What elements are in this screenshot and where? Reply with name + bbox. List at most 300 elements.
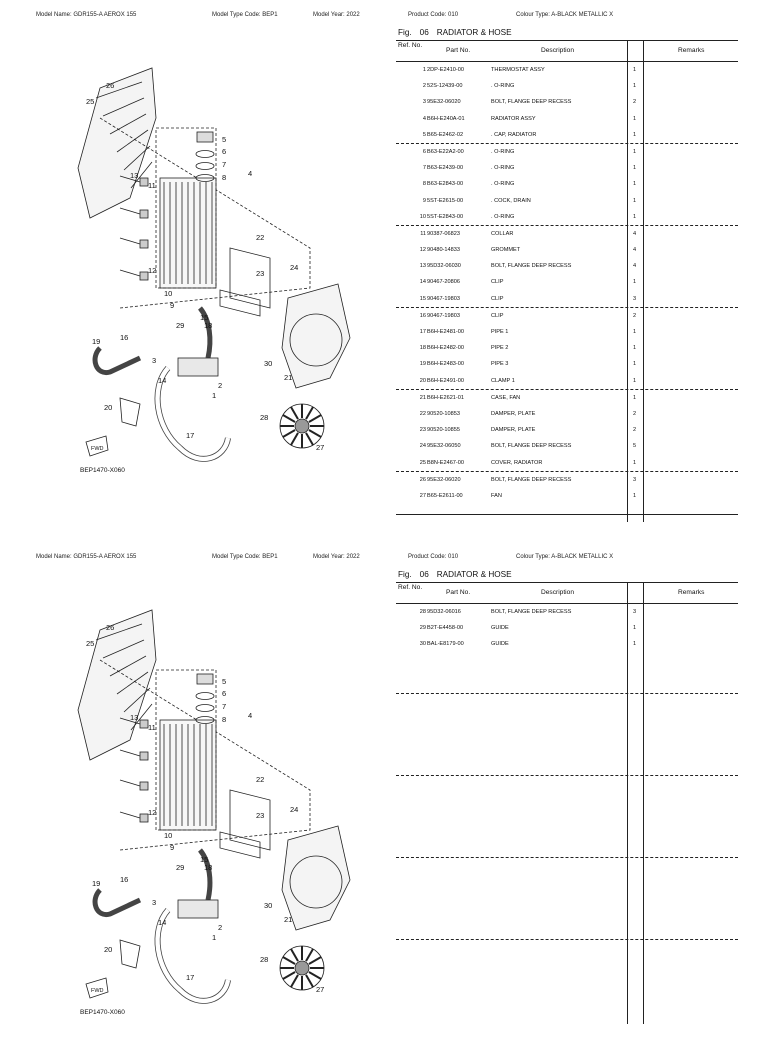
part-no: B65-E2611-00 bbox=[427, 492, 463, 499]
blank-block bbox=[396, 694, 738, 775]
ref-no: 16 bbox=[419, 312, 426, 319]
description: GUIDE bbox=[491, 641, 509, 648]
quantity: 1 bbox=[632, 394, 637, 401]
callout-label: 15 bbox=[200, 855, 209, 864]
part-no: 95E32-06020 bbox=[427, 476, 461, 483]
table-row bbox=[396, 636, 738, 652]
callout-label: 8 bbox=[222, 715, 227, 724]
callout-label: 23 bbox=[256, 269, 265, 278]
description: . O-RING bbox=[491, 148, 515, 155]
callout-label: 11 bbox=[148, 181, 156, 190]
description: DAMPER, PLATE bbox=[491, 410, 536, 417]
callout-label: 25 bbox=[86, 97, 95, 106]
diagram-code: BEP1470-X060 bbox=[80, 1009, 125, 1016]
col-rule-qty-left bbox=[627, 40, 628, 522]
fan-blade bbox=[309, 415, 321, 422]
quantity: 1 bbox=[632, 197, 637, 204]
callout-label: 24 bbox=[290, 805, 299, 814]
callout-label: 18 bbox=[204, 863, 213, 872]
ref-no: 12 bbox=[419, 247, 426, 254]
product-code: Product Code: 010 bbox=[408, 554, 459, 560]
callout-label: 20 bbox=[104, 945, 113, 954]
ref-no: 28 bbox=[419, 609, 426, 615]
ref-no: 8 bbox=[422, 181, 426, 188]
quantity: 1 bbox=[632, 459, 637, 466]
product-code: Product Code: 010 bbox=[408, 12, 459, 18]
callout-label: 28 bbox=[260, 955, 269, 964]
description: . CAP, RADIATOR bbox=[491, 131, 537, 138]
o-ring-shape bbox=[196, 705, 214, 712]
table-header bbox=[396, 582, 738, 604]
part-no: B6H-E2621-01 bbox=[427, 394, 465, 401]
description: PIPE 2 bbox=[491, 345, 509, 352]
col-remarks: Remarks bbox=[678, 47, 705, 54]
grommet-shape bbox=[140, 782, 148, 790]
callout-label: 14 bbox=[158, 918, 167, 927]
part-no: 52S-12439-00 bbox=[427, 83, 463, 90]
part-no: 90467-19803 bbox=[427, 312, 460, 319]
callout-label: 10 bbox=[164, 831, 173, 840]
model-year: Model Year: 2022 bbox=[313, 554, 360, 560]
callout-label: 21 bbox=[284, 915, 293, 924]
figure-prefix: Fig. bbox=[398, 570, 412, 579]
col-rule-qty-right bbox=[643, 582, 644, 1024]
thermostat-shape bbox=[178, 900, 218, 918]
callout-label: 6 bbox=[222, 689, 227, 698]
callout-label: 27 bbox=[316, 443, 325, 452]
grommet-shape bbox=[140, 720, 148, 728]
callout-label: 1 bbox=[212, 391, 217, 400]
callout-label: 5 bbox=[222, 677, 227, 686]
description: RADIATOR ASSY bbox=[491, 115, 536, 122]
part-no: B2T-E4458-00 bbox=[427, 625, 464, 632]
description: GROMMET bbox=[491, 247, 521, 254]
callout-label: 7 bbox=[222, 702, 227, 711]
callout-label: 4 bbox=[248, 711, 253, 720]
callout-label: 29 bbox=[176, 863, 185, 872]
quantity: 3 bbox=[632, 476, 637, 483]
callout-label: 30 bbox=[264, 359, 273, 368]
fan-blade bbox=[309, 957, 321, 964]
description: . O-RING bbox=[491, 181, 515, 188]
col-ref: Ref. No. bbox=[398, 42, 423, 49]
quantity: 1 bbox=[632, 361, 637, 368]
callout-label: 24 bbox=[290, 263, 299, 272]
ref-no: 25 bbox=[419, 459, 426, 466]
radiator-cap-shape bbox=[197, 674, 213, 684]
callout-label: 17 bbox=[186, 973, 195, 982]
table-header bbox=[396, 40, 738, 62]
description: CLIP bbox=[491, 295, 504, 302]
callout-label: 26 bbox=[106, 81, 115, 90]
table-row bbox=[396, 324, 738, 340]
part-no: B8N-E2467-00 bbox=[427, 459, 465, 466]
table-row bbox=[396, 291, 738, 307]
fan-hub bbox=[295, 419, 309, 433]
callout-label: 27 bbox=[316, 985, 325, 994]
quantity: 1 bbox=[632, 279, 637, 286]
table-row bbox=[396, 209, 738, 225]
table-row bbox=[396, 438, 738, 454]
radiator-cap-shape bbox=[197, 132, 213, 142]
quantity: 1 bbox=[632, 83, 637, 90]
figure-prefix: Fig. bbox=[398, 28, 412, 37]
row-group-separator bbox=[396, 857, 738, 858]
fan-blade bbox=[309, 430, 321, 437]
col-desc: Description bbox=[541, 47, 574, 54]
callout-label: 19 bbox=[92, 337, 101, 346]
grommet-shape bbox=[140, 240, 148, 248]
table-row bbox=[396, 258, 738, 274]
callout-label: 13 bbox=[130, 171, 139, 180]
col-ref: Ref. No. bbox=[398, 584, 423, 591]
description: FAN bbox=[491, 492, 502, 499]
callout-label: 19 bbox=[92, 879, 101, 888]
table-body bbox=[396, 62, 738, 514]
description: . O-RING bbox=[491, 165, 515, 172]
grommet-shape bbox=[140, 210, 148, 218]
callout-label: 9 bbox=[170, 843, 175, 852]
table-row bbox=[396, 356, 738, 372]
bolt-shape bbox=[120, 750, 140, 756]
description: COLLAR bbox=[491, 230, 514, 237]
table-row bbox=[396, 455, 738, 471]
part-no: 2DP-E2410-00 bbox=[427, 67, 465, 73]
table-row bbox=[396, 274, 738, 290]
row-group-separator bbox=[396, 939, 738, 940]
fan-blade bbox=[309, 972, 321, 979]
quantity: 1 bbox=[632, 148, 637, 155]
col-remarks: Remarks bbox=[678, 589, 705, 596]
quantity: 1 bbox=[632, 181, 637, 188]
fwd-label: FWD bbox=[91, 446, 104, 452]
callout-label: 3 bbox=[152, 356, 157, 365]
callout-label: 2 bbox=[218, 381, 223, 390]
description: PIPE 1 bbox=[491, 329, 509, 335]
table-row bbox=[396, 94, 738, 110]
part-no: 95D32-06030 bbox=[427, 263, 461, 270]
figure-number: 06 bbox=[419, 28, 429, 37]
callout-label: 30 bbox=[264, 901, 273, 910]
callout-label: 12 bbox=[148, 808, 157, 817]
table-row bbox=[396, 308, 738, 324]
ref-no: 17 bbox=[419, 329, 426, 335]
ref-no: 7 bbox=[422, 165, 426, 172]
callout-label: 6 bbox=[222, 147, 227, 156]
description: CLAMP 1 bbox=[491, 377, 515, 384]
fan-blade bbox=[291, 949, 298, 961]
part-no: B65-E2462-02 bbox=[427, 131, 464, 138]
part-no: B6H-E2482-00 bbox=[427, 345, 465, 352]
model-name: Model Name: GDR155-A AEROX 155 bbox=[36, 554, 137, 560]
quantity: 1 bbox=[632, 641, 637, 648]
fan-blade bbox=[291, 433, 298, 445]
table-padding bbox=[396, 504, 738, 514]
callout-label: 17 bbox=[186, 431, 195, 440]
callout-label: 13 bbox=[130, 713, 139, 722]
fan-hub bbox=[295, 961, 309, 975]
quantity: 1 bbox=[632, 165, 637, 172]
catalog-page-1 bbox=[0, 0, 768, 512]
quantity: 2 bbox=[632, 99, 637, 106]
quantity: 1 bbox=[632, 115, 637, 122]
fwd-label: FWD bbox=[91, 988, 104, 994]
colour-type: Colour Type: A-BLACK METALLIC X bbox=[516, 554, 614, 560]
ref-no: 29 bbox=[419, 625, 426, 632]
figure-name: RADIATOR & HOSE bbox=[436, 28, 512, 37]
o-ring-shape bbox=[196, 693, 214, 700]
callout-label: 4 bbox=[248, 169, 253, 178]
ref-no: 6 bbox=[422, 148, 426, 155]
ref-no: 27 bbox=[419, 492, 426, 499]
description: CLIP bbox=[491, 312, 504, 319]
ref-no: 14 bbox=[419, 279, 426, 286]
quantity: 4 bbox=[632, 263, 637, 270]
table-row bbox=[396, 604, 738, 620]
table-row bbox=[396, 127, 738, 143]
quantity: 1 bbox=[632, 625, 637, 632]
o-ring-shape bbox=[196, 163, 214, 170]
damper-plate-shape bbox=[230, 790, 270, 850]
callout-label: 22 bbox=[256, 775, 265, 784]
fan-blade bbox=[283, 972, 295, 979]
quantity: 5 bbox=[632, 443, 637, 450]
table-row bbox=[396, 340, 738, 356]
part-no: B63-E2439-00 bbox=[427, 165, 464, 172]
part-no: 90467-20806 bbox=[427, 279, 460, 286]
description: DAMPER, PLATE bbox=[491, 427, 536, 434]
quantity: 1 bbox=[632, 67, 637, 73]
ref-no: 23 bbox=[419, 427, 426, 434]
part-no: 90480-14833 bbox=[427, 247, 460, 254]
table-row bbox=[396, 176, 738, 192]
fan-blade bbox=[306, 975, 313, 987]
part-no: B6H-E2481-00 bbox=[427, 329, 465, 335]
grommet-shape bbox=[140, 752, 148, 760]
table-bottom-rule bbox=[396, 514, 738, 515]
part-no: B6H-E2491-00 bbox=[427, 377, 465, 384]
table-body bbox=[396, 604, 738, 653]
ref-no: 3 bbox=[422, 99, 426, 106]
quantity: 1 bbox=[632, 492, 637, 499]
ref-no: 19 bbox=[419, 361, 426, 368]
catalog-page-2 bbox=[0, 542, 768, 1054]
table-row bbox=[396, 406, 738, 422]
quantity: 1 bbox=[632, 131, 637, 138]
description: . O-RING bbox=[491, 213, 515, 220]
fan-blade bbox=[306, 949, 313, 961]
part-no: B63-E22A2-00 bbox=[427, 148, 464, 155]
description: CLIP bbox=[491, 279, 504, 286]
pipe-3-shape bbox=[95, 348, 140, 373]
callout-label: 25 bbox=[86, 639, 95, 648]
part-no: 90387-06823 bbox=[427, 230, 460, 237]
part-no: 5ST-E2615-00 bbox=[427, 197, 464, 204]
figure-number: 06 bbox=[419, 570, 429, 579]
table-row bbox=[396, 78, 738, 94]
ref-no: 30 bbox=[419, 641, 426, 648]
exploded-diagram bbox=[60, 600, 360, 1020]
o-ring-shape bbox=[196, 151, 214, 158]
part-no: 95E32-06050 bbox=[427, 443, 461, 450]
clamp-shape bbox=[120, 940, 140, 968]
callout-label: 12 bbox=[148, 266, 157, 275]
row-group-separator bbox=[396, 775, 738, 776]
quantity: 2 bbox=[632, 410, 637, 417]
row-group-separator bbox=[396, 693, 738, 694]
ref-no: 10 bbox=[419, 213, 426, 220]
callout-label: 26 bbox=[106, 623, 115, 632]
radiator-diagram-svg bbox=[60, 600, 360, 1020]
description: BOLT, FLANGE DEEP RECESS bbox=[491, 476, 572, 483]
damper-plate-shape bbox=[220, 832, 260, 858]
callout-label: 11 bbox=[148, 723, 156, 732]
description: PIPE 3 bbox=[491, 361, 509, 368]
bolt-shape bbox=[120, 812, 140, 818]
parts-table bbox=[396, 40, 738, 515]
callout-label: 23 bbox=[256, 811, 265, 820]
quantity: 4 bbox=[632, 230, 637, 237]
callout-label: 20 bbox=[104, 403, 113, 412]
table-row bbox=[396, 373, 738, 389]
description: CASE, FAN bbox=[491, 394, 521, 401]
part-no: 95D32-06016 bbox=[427, 609, 461, 615]
ref-no: 20 bbox=[419, 377, 426, 384]
pipe-3-shape bbox=[95, 890, 140, 915]
table-row bbox=[396, 160, 738, 176]
model-type-code: Model Type Code: BEP1 bbox=[212, 554, 278, 560]
ref-no: 9 bbox=[422, 197, 426, 204]
table-row bbox=[396, 620, 738, 636]
bolt-shape bbox=[120, 780, 140, 786]
bolt-shape bbox=[120, 208, 140, 214]
callout-label: 7 bbox=[222, 160, 227, 169]
damper-plate-shape bbox=[220, 290, 260, 316]
exploded-diagram bbox=[60, 58, 360, 478]
callout-label: 15 bbox=[200, 313, 209, 322]
figure-title bbox=[398, 28, 512, 37]
ref-no: 1 bbox=[422, 67, 426, 73]
quantity: 1 bbox=[632, 329, 637, 335]
ref-no: 13 bbox=[419, 263, 426, 270]
description: THERMOSTAT ASSY bbox=[491, 67, 545, 73]
ref-no: 22 bbox=[419, 410, 426, 417]
diagram-artwork bbox=[78, 610, 350, 1001]
col-part: Part No. bbox=[446, 47, 471, 54]
clamp-shape bbox=[120, 398, 140, 426]
part-no: 5ST-E2843-00 bbox=[427, 213, 464, 220]
part-no: B6H-E240A-01 bbox=[427, 115, 465, 122]
part-no: 90520-10853 bbox=[427, 410, 460, 417]
col-rule-qty-left bbox=[627, 582, 628, 1024]
ref-no: 4 bbox=[422, 115, 426, 122]
fan-blade bbox=[291, 407, 298, 419]
description: COVER, RADIATOR bbox=[491, 459, 543, 466]
quantity: 2 bbox=[632, 427, 637, 434]
part-no: 90520-10855 bbox=[427, 427, 460, 434]
fan-blade bbox=[306, 433, 313, 445]
bolt-shape bbox=[120, 270, 140, 276]
callout-label: 21 bbox=[284, 373, 293, 382]
callout-label: 2 bbox=[218, 923, 223, 932]
blank-block bbox=[396, 776, 738, 857]
table-row bbox=[396, 390, 738, 406]
table-row bbox=[396, 472, 738, 488]
figure-title bbox=[398, 570, 512, 579]
grommet-shape bbox=[140, 814, 148, 822]
ref-no: 21 bbox=[419, 394, 426, 401]
callout-label: 16 bbox=[120, 333, 129, 342]
model-year: Model Year: 2022 bbox=[313, 12, 360, 18]
callout-label: 9 bbox=[170, 301, 175, 310]
table-row bbox=[396, 488, 738, 504]
description: . O-RING bbox=[491, 83, 515, 90]
model-type-code: Model Type Code: BEP1 bbox=[212, 12, 278, 18]
thermostat-shape bbox=[178, 358, 218, 376]
parts-table bbox=[396, 582, 738, 940]
col-part: Part No. bbox=[446, 589, 471, 596]
quantity: 1 bbox=[632, 345, 637, 352]
model-name: Model Name: GDR155-A AEROX 155 bbox=[36, 12, 137, 18]
description: GUIDE bbox=[491, 625, 509, 632]
description: BOLT, FLANGE DEEP RECESS bbox=[491, 99, 572, 106]
callout-label: 5 bbox=[222, 135, 227, 144]
radiator-diagram-svg bbox=[60, 58, 360, 478]
table-row bbox=[396, 226, 738, 242]
table-row bbox=[396, 144, 738, 160]
ref-no: 2 bbox=[422, 83, 426, 90]
description: BOLT, FLANGE DEEP RECESS bbox=[491, 443, 572, 450]
callout-label: 10 bbox=[164, 289, 173, 298]
damper-plate-shape bbox=[230, 248, 270, 308]
callout-label: 1 bbox=[212, 933, 217, 942]
col-rule-qty-right bbox=[643, 40, 644, 522]
ref-no: 18 bbox=[419, 345, 426, 352]
ref-no: 11 bbox=[420, 230, 426, 237]
quantity: 3 bbox=[632, 609, 637, 615]
table-row bbox=[396, 111, 738, 127]
fan-blade bbox=[291, 975, 298, 987]
ref-no: 24 bbox=[419, 443, 426, 450]
diagram-artwork bbox=[78, 68, 350, 459]
callout-label: 14 bbox=[158, 376, 167, 385]
quantity: 1 bbox=[632, 213, 637, 220]
fan-blade bbox=[283, 415, 295, 422]
quantity: 2 bbox=[632, 312, 637, 319]
ref-no: 26 bbox=[419, 476, 426, 483]
colour-type: Colour Type: A-BLACK METALLIC X bbox=[516, 12, 614, 18]
part-no: 95E32-06020 bbox=[427, 99, 461, 106]
table-row bbox=[396, 242, 738, 258]
callout-label: 16 bbox=[120, 875, 129, 884]
diagram-code: BEP1470-X060 bbox=[80, 467, 125, 474]
table-row bbox=[396, 62, 738, 78]
description: BOLT, FLANGE DEEP RECESS bbox=[491, 609, 572, 615]
part-no: BAL-E8179-00 bbox=[427, 641, 464, 648]
quantity: 1 bbox=[632, 377, 637, 384]
table-row bbox=[396, 422, 738, 438]
ref-no: 5 bbox=[422, 131, 426, 138]
part-no: 90467-19803 bbox=[427, 295, 460, 302]
grommet-shape bbox=[140, 178, 148, 186]
quantity: 4 bbox=[632, 247, 637, 254]
quantity: 3 bbox=[632, 295, 637, 302]
fan-blade bbox=[283, 430, 295, 437]
blank-block bbox=[396, 858, 738, 939]
callout-label: 18 bbox=[204, 321, 213, 330]
fan-blade bbox=[283, 957, 295, 964]
grommet-shape bbox=[140, 272, 148, 280]
